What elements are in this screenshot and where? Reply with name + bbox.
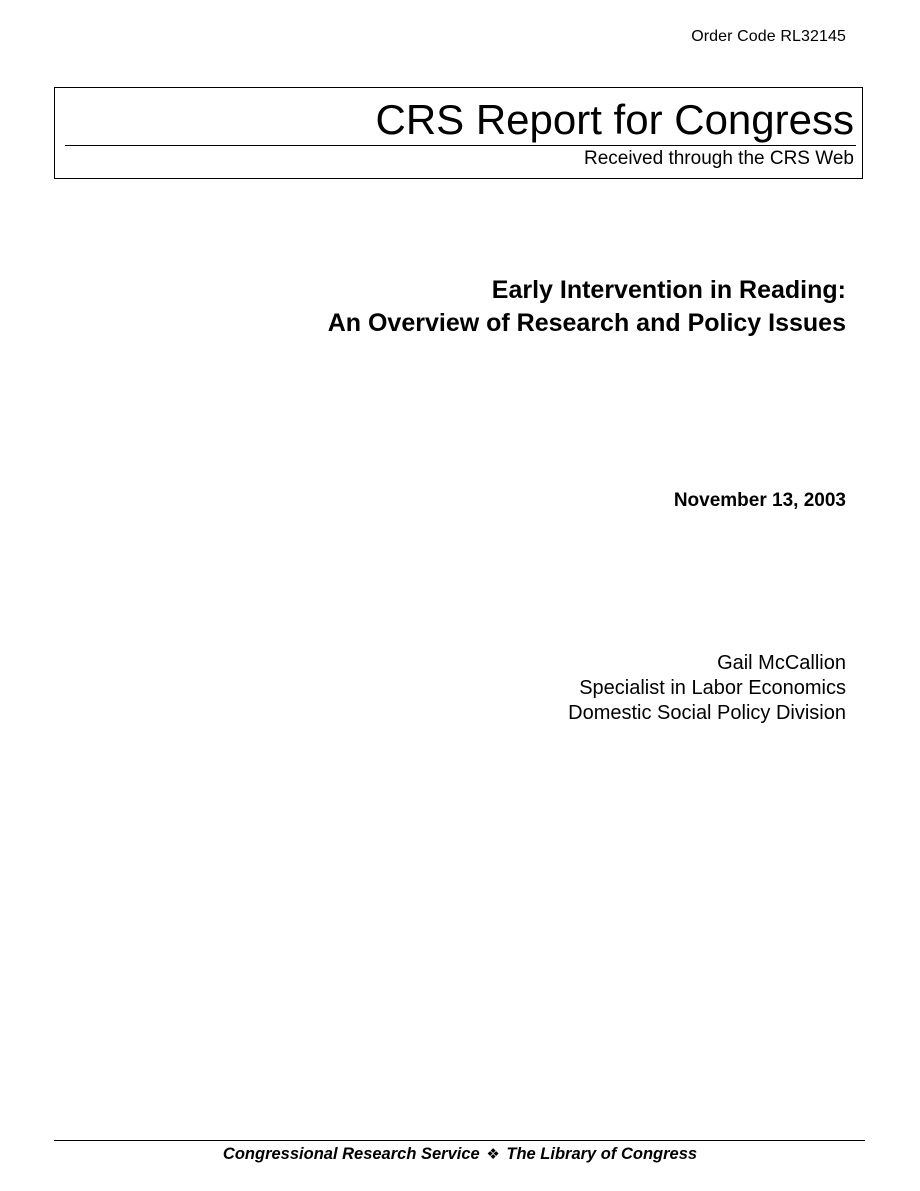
masthead-subtitle: Received through the CRS Web — [583, 148, 854, 169]
masthead-box — [54, 87, 863, 179]
report-date: November 13, 2003 — [673, 490, 846, 511]
report-title-line-1: Early Intervention in Reading: — [491, 276, 846, 304]
report-title-line-2: An Overview of Research and Policy Issues — [327, 309, 846, 337]
diamond-separator-icon: ❖ — [486, 1146, 500, 1163]
author-name: Gail McCallion — [717, 652, 846, 674]
footer-divider — [54, 1140, 865, 1141]
masthead-title: CRS Report for Congress — [375, 96, 854, 143]
footer — [0, 1143, 920, 1166]
footer-org: Congressional Research Service — [222, 1145, 480, 1163]
order-code: Order Code RL32145 — [691, 28, 846, 45]
masthead-divider — [65, 145, 856, 146]
author-division: Domestic Social Policy Division — [568, 702, 846, 724]
author-position: Specialist in Labor Economics — [579, 677, 846, 699]
author-block — [568, 651, 846, 726]
footer-library: The Library of Congress — [506, 1145, 698, 1163]
report-title — [328, 274, 846, 340]
